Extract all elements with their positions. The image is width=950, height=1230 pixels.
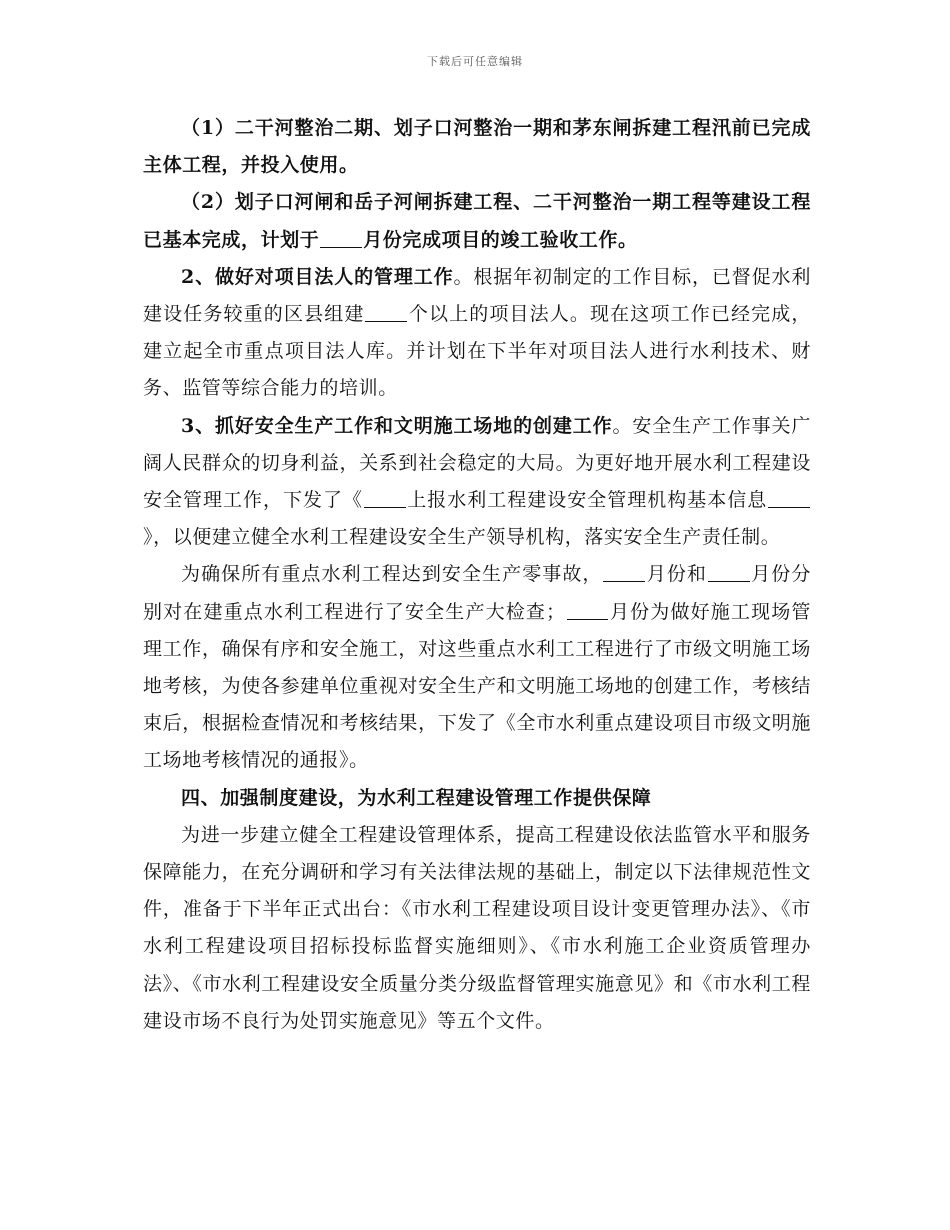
- paragraph-text: 上报水利工程建设安全管理机构基本信息: [406, 489, 768, 512]
- paragraph-text: 。根据年初制定的工作目标，已督促水利建设任务较重的区县组建: [143, 265, 811, 326]
- paragraph-text: 月份和: [646, 563, 707, 586]
- paragraph-safety-production: [143, 408, 811, 557]
- paragraph-item-1: [143, 110, 811, 184]
- paragraph-text: （1）二干河整治二期、划子口河整治一期和茅东闸拆建工程汛前已完成主体工程，并投入使用。: [143, 117, 811, 177]
- paragraph-text: 月份完成项目的竣工验收工作。: [363, 228, 638, 251]
- paragraph-text: 为进一步建立健全工程建设管理体系，提高工程建设依法监管水平和服务保障能力，在充分调研和学习有关法律法规的基础上，制定以下法律规范性文件，准备于下半年正式出台：《市水利工程建设项目设计变更管理办法》、《市水利工程建设项目招标投标监督实施细则》、《市水利施工企业资质管理办法》、《市水利工程建设安全质量分类分级监督管理实施意见》和《市水利工程建设市场不良行为处罚实施意见》等五个文件。: [143, 823, 811, 1032]
- paragraph-item-2: [143, 184, 811, 258]
- paragraph-text: 》，以便建立健全水利工程建设安全生产领导机构，落实安全生产责任制。: [143, 526, 781, 549]
- blank-line: [320, 228, 362, 248]
- paragraph-text: 。安全生产工作事关广阔人民群众的切身利益，关系到社会稳定的大局。为更好地开展水利工程建设安全管理工作，下发了《: [143, 414, 811, 512]
- section-heading: 四、加强制度建设，为水利工程建设管理工作提供保障: [181, 786, 652, 809]
- blank-line: [603, 562, 645, 582]
- section-heading: 2、做好对项目法人的管理工作: [181, 265, 454, 288]
- blank-line: [365, 302, 407, 322]
- paragraph-safety-inspection: [143, 556, 811, 779]
- paragraph-project-legal-person: [143, 259, 811, 408]
- blank-line: [708, 562, 750, 582]
- blank-line: [567, 600, 609, 620]
- blank-line: [768, 488, 810, 508]
- blank-line: [364, 488, 406, 508]
- page-header: 下载后可任意编辑: [427, 55, 523, 68]
- paragraph-text: 个以上的项目法人。现在这项工作已经完成，建立起全市重点项目法人库。并计划在下半年对项目法人进行水利技术、财务、监管等综合能力的培训。: [143, 303, 811, 400]
- section-heading: 3、抓好安全生产工作和文明施工场地的创建工作: [181, 414, 613, 437]
- section-title-system-building: [143, 780, 811, 817]
- paragraph-regulations: [143, 817, 811, 1040]
- paragraph-text: 为确保所有重点水利工程达到安全生产零事故，: [181, 563, 603, 586]
- paragraph-text: 月份为做好施工现场管理工作，确保有序和安全施工，对这些重点水利工工程进行了市级文明施工场地考核，为使各参建单位重视对安全生产和文明施工场地的创建工作，考核结束后，根据检查情况和考核结果，下发了《全市水利重点建设项目市级文明施工场地考核情况的通报》。: [143, 600, 811, 772]
- document-body: [143, 110, 811, 1040]
- paragraph-text: （2）划子口河闸和岳子河闸拆建工程、二干河整治一期工程等建设工程已基本完成，计划于: [143, 191, 811, 251]
- paragraph-text: 月份分别对在建重点水利工程进行了安全生产大检查；: [143, 563, 811, 623]
